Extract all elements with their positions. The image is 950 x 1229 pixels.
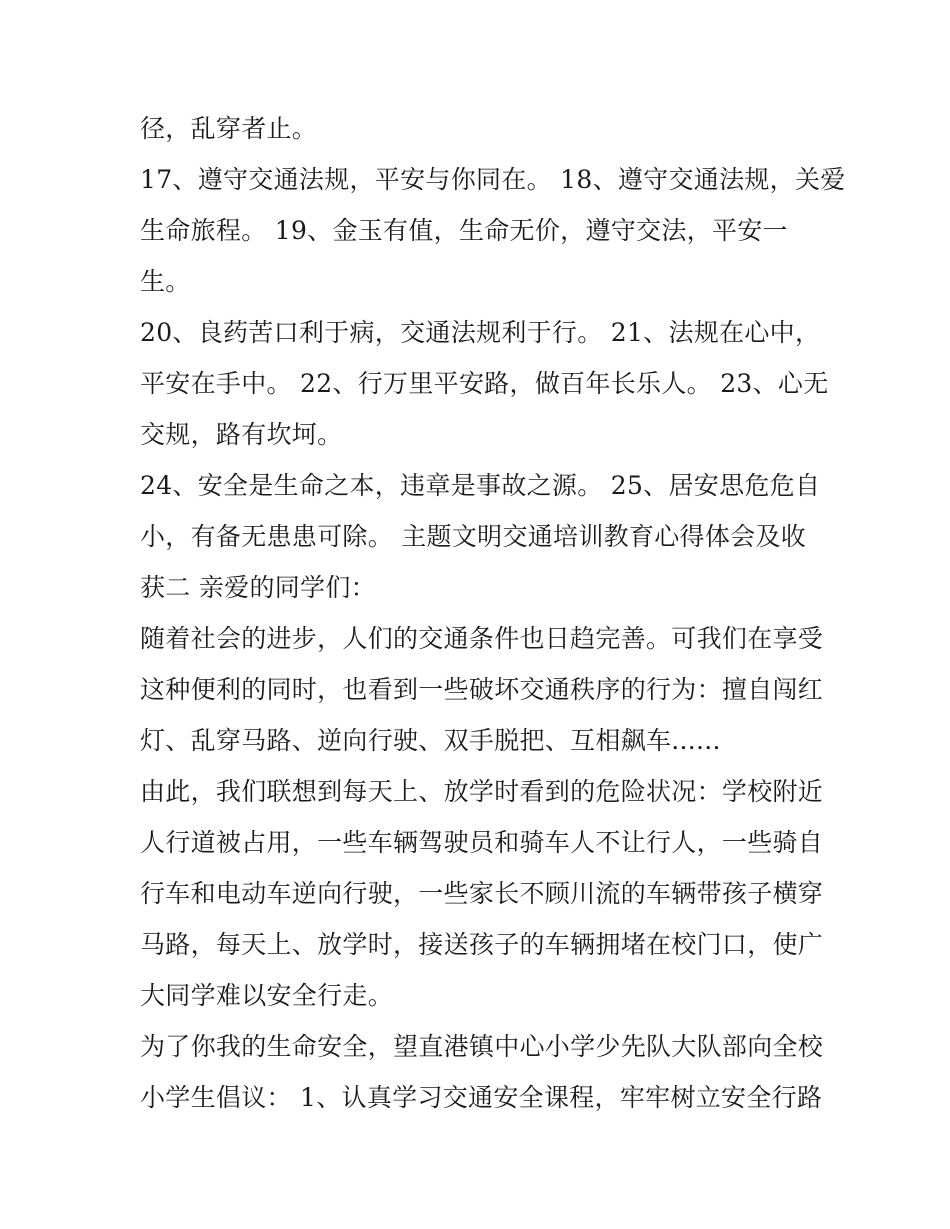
text-line: 大同学难以安全行走。 <box>140 981 394 1010</box>
text-line: 小学生倡议： 1、认真学习交通安全课程，牢牢树立安全行路 <box>140 1083 823 1112</box>
text-line: 这种便利的同时，也看到一些破坏交通秩序的行为：擅自闯红 <box>140 675 824 704</box>
text-line: 平安在手中。 22、行万里平安路，做百年长乐人。 23、心无 <box>140 369 829 398</box>
text-line: 17、遵守交通法规，平安与你同在。 18、遵守交通法规，关爱 <box>140 165 846 194</box>
text-line: 生。 <box>140 267 191 296</box>
text-line: 生命旅程。 19、金玉有值，生命无价，遵守交法，平安一 <box>140 216 788 245</box>
text-line: 灯、乱穿马路、逆向行驶、双手脱把、互相飙车...... <box>140 726 721 755</box>
document-body <box>140 103 846 1123</box>
text-line: 径，乱穿者止。 <box>140 114 318 143</box>
text-line: 随着社会的进步，人们的交通条件也日趋完善。可我们在享受 <box>140 624 824 653</box>
text-line: 24、安全是生命之本，违章是事故之源。 25、居安思危危自 <box>140 471 821 500</box>
text-line: 小，有备无患患可除。 主题文明交通培训教育心得体会及收 <box>140 522 807 551</box>
text-line: 马路，每天上、放学时，接送孩子的车辆拥堵在校门口，使广 <box>140 930 824 959</box>
text-line: 交规，路有坎坷。 <box>140 420 343 449</box>
text-line: 行车和电动车逆向行驶，一些家长不顾川流的车辆带孩子横穿 <box>140 879 824 908</box>
text-line: 为了你我的生命安全，望直港镇中心小学少先队大队部向全校 <box>140 1032 824 1061</box>
text-line: 人行道被占用，一些车辆驾驶员和骑车人不让行人，一些骑自 <box>140 828 824 857</box>
text-line: 获二 亲爱的同学们： <box>140 573 376 602</box>
text-line: 20、良药苦口利于病，交通法规利于行。 21、法规在心中， <box>140 318 821 347</box>
text-line: 由此，我们联想到每天上、放学时看到的危险状况：学校附近 <box>140 777 824 806</box>
